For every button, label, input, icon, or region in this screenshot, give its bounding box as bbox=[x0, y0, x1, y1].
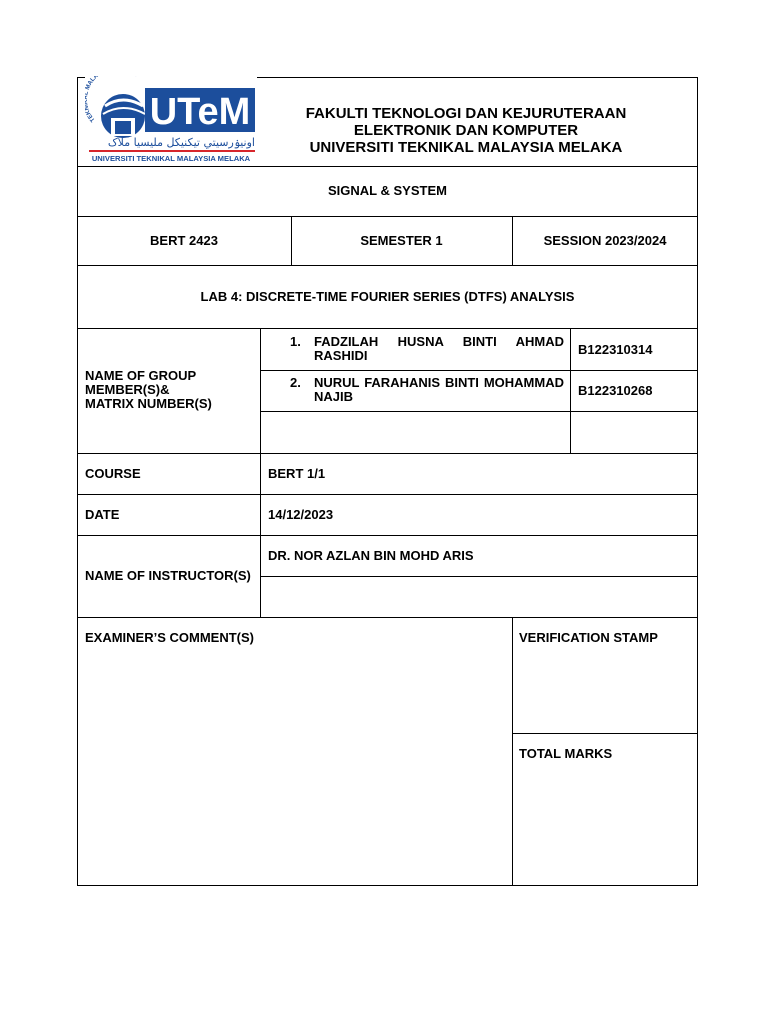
divider bbox=[77, 166, 698, 167]
university-name: UNIVERSITI TEKNIKAL MALAYSIA MELAKA bbox=[309, 139, 623, 156]
session: SESSION 2023/2024 bbox=[543, 233, 667, 248]
member-name-line1: FADZILAH HUSNA BINTI AHMAD bbox=[314, 334, 564, 349]
member-name bbox=[314, 376, 564, 404]
member-name bbox=[314, 335, 564, 363]
members-label-line1: NAME OF GROUP bbox=[85, 368, 197, 383]
member-name-line2: NAJIB bbox=[314, 389, 354, 404]
lab-cover-form bbox=[77, 77, 698, 886]
divider bbox=[77, 216, 698, 217]
members-label bbox=[85, 369, 255, 411]
instructor-value: DR. NOR AZLAN BIN MOHD ARIS bbox=[268, 548, 474, 563]
divider bbox=[77, 535, 698, 536]
divider bbox=[260, 370, 698, 371]
members-label-line2: MEMBER(S)& bbox=[85, 382, 170, 397]
lab-title: LAB 4: DISCRETE-TIME FOURIER SERIES (DTFS) ANALYSIS bbox=[200, 289, 575, 304]
divider bbox=[570, 328, 571, 453]
instructor-label: NAME OF INSTRUCTOR(S) bbox=[85, 568, 251, 583]
course-code: BERT 2423 bbox=[150, 233, 218, 248]
divider bbox=[77, 453, 698, 454]
utem-logo bbox=[85, 76, 257, 166]
members-label-line3: MATRIX NUMBER(S) bbox=[85, 396, 212, 411]
utem-logo-icon bbox=[85, 76, 257, 166]
total-marks-label: TOTAL MARKS bbox=[519, 746, 613, 761]
date-value: 14/12/2023 bbox=[268, 507, 334, 522]
divider bbox=[260, 411, 698, 412]
verification-stamp-label: VERIFICATION STAMP bbox=[519, 630, 658, 645]
faculty-name-line2: ELEKTRONIK DAN KOMPUTER bbox=[353, 122, 579, 139]
divider bbox=[77, 265, 698, 266]
member-matrix-number: B122310314 bbox=[578, 342, 653, 357]
member-number: 1. bbox=[290, 334, 301, 349]
divider bbox=[260, 328, 261, 617]
member-number: 2. bbox=[290, 375, 301, 390]
svg-text:اونيۏرسيتي تيكنيكل مليسيا ملاک: اونيۏرسيتي تيكنيكل مليسيا ملاک bbox=[107, 136, 255, 149]
member-name-line2: RASHIDI bbox=[314, 348, 368, 363]
member-name-line1: NURUL FARAHANIS BINTI MOHAMMAD bbox=[314, 375, 564, 390]
course-label: COURSE bbox=[85, 466, 141, 481]
examiner-comment-label: EXAMINER’S COMMENT(S) bbox=[85, 630, 254, 645]
divider bbox=[77, 617, 698, 618]
svg-text:TEKNIKAL MALAYSIA MELAKA: TEK MALA bbox=[85, 76, 100, 123]
svg-text:UTeM: UTeM bbox=[149, 91, 251, 133]
semester: SEMESTER 1 bbox=[360, 233, 443, 248]
divider bbox=[512, 733, 698, 734]
date-label: DATE bbox=[85, 507, 120, 522]
subject-title: SIGNAL & SYSTEM bbox=[328, 183, 447, 198]
member-matrix-number: B122310268 bbox=[578, 383, 653, 398]
divider bbox=[512, 617, 513, 886]
svg-text:UNIVERSITI TEKNIKAL MALAYSIA M: UNIVERSITI TEKNIKAL MALAYSIA MELAKA bbox=[91, 154, 251, 163]
faculty-name-line1: FAKULTI TEKNOLOGI DAN KEJURUTERAAN bbox=[305, 105, 627, 122]
divider bbox=[77, 494, 698, 495]
course-value: BERT 1/1 bbox=[268, 466, 326, 481]
divider bbox=[77, 328, 698, 329]
divider bbox=[260, 576, 698, 577]
